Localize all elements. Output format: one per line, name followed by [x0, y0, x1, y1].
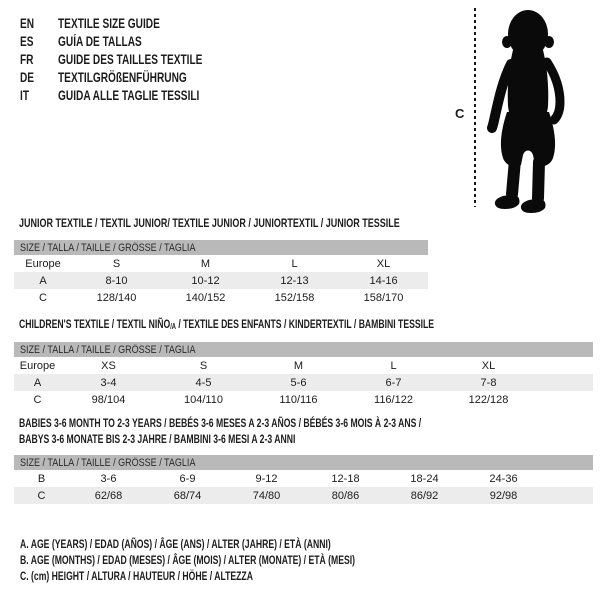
- language-row: [20, 68, 251, 86]
- size-cell: 9-12: [255, 472, 278, 485]
- size-cell: L: [390, 359, 397, 372]
- row-label: C: [39, 291, 47, 304]
- footnote-b: B. AGE (MONTHS) / EDAD (MESES) / ÂGE (MOIS) / ALTER (MONATE) / ETÀ (MESI): [20, 553, 356, 567]
- row-label: C: [33, 393, 42, 406]
- size-cell: 140/152: [185, 291, 226, 304]
- size-cell: 3-6: [100, 472, 117, 485]
- baby-silhouette-icon: [481, 8, 573, 214]
- size-header-label: SIZE / TALLA / TAILLE / GRÖSSE / TAGLIA: [20, 343, 196, 356]
- row-label: A: [14, 374, 61, 391]
- size-cell: 3-4: [61, 374, 156, 391]
- size-cell: 62/68: [69, 487, 148, 504]
- language-row: [20, 32, 251, 50]
- size-cell: 68/74: [148, 487, 227, 504]
- size-cell: 14-16: [339, 272, 428, 289]
- table-row: [14, 255, 428, 272]
- size-header-bar: [14, 342, 593, 357]
- row-label: Europe: [19, 359, 56, 372]
- size-cell: 152/158: [274, 291, 315, 304]
- size-cell: 4-5: [156, 374, 251, 391]
- babies-table-title-line2: BABYS 3-6 MONATE BIS 2-3 JAHRE / BAMBINI 3-6 MESI A 2-3 ANNI: [19, 432, 296, 446]
- size-cell: S: [199, 359, 208, 372]
- children-table-title: CHILDREN'S TEXTILE / TEXTIL NIÑO/A / TEXTILE DES ENFANTS / KINDERTEXTIL / BAMBINI TESSILE: [19, 317, 435, 331]
- language-code: DE: [20, 69, 35, 85]
- table-row: [14, 289, 428, 306]
- filler-cell: [543, 470, 593, 487]
- language-label: GUIDA ALLE TAGLIE TESSILI: [58, 87, 200, 103]
- row-label: C: [14, 487, 69, 504]
- size-cell: 10-12: [161, 272, 250, 289]
- language-code: EN: [20, 15, 35, 31]
- size-header-label: SIZE / TALLA / TAILLE / GRÖSSE / TAGLIA: [20, 241, 196, 254]
- table-row: [14, 357, 593, 374]
- language-code: IT: [20, 87, 29, 103]
- table-row: [14, 272, 428, 289]
- language-code: FR: [20, 51, 34, 67]
- table-row: [14, 374, 593, 391]
- table-row: [14, 470, 593, 487]
- babies-size-table: [14, 455, 593, 504]
- table-row: [14, 487, 593, 504]
- junior-table-title: JUNIOR TEXTILE / TEXTIL JUNIOR/ TEXTILE JUNIOR / JUNIORTEXTIL / JUNIOR TESSILE: [19, 216, 400, 230]
- size-cell: 158/170: [363, 291, 404, 304]
- size-cell: 74/80: [227, 487, 306, 504]
- filler-cell: [536, 357, 593, 374]
- footnote-c: C. (cm) HEIGHT / ALTURA / HAUTEUR / HÖHE / ALTEZZA: [20, 569, 253, 583]
- size-cell: 110/116: [279, 393, 318, 406]
- filler-cell: [536, 391, 593, 408]
- size-cell: 8-10: [72, 272, 161, 289]
- language-list: [20, 14, 251, 104]
- language-code: ES: [20, 33, 34, 49]
- size-header-bar: [14, 240, 428, 255]
- size-cell: 86/92: [385, 487, 464, 504]
- junior-size-table: [14, 240, 428, 306]
- size-header-bar: [14, 455, 593, 470]
- table-row: [14, 391, 593, 408]
- filler-cell: [536, 374, 593, 391]
- size-header-label: SIZE / TALLA / TAILLE / GRÖSSE / TAGLIA: [20, 456, 196, 469]
- size-cell: 128/140: [96, 291, 137, 304]
- size-cell: 104/110: [184, 393, 223, 406]
- size-cell: XL: [481, 359, 496, 372]
- footnote-a: A. AGE (YEARS) / EDAD (AÑOS) / ÂGE (ANS) / ALTER (JAHRE) / ETÀ (ANNI): [20, 537, 331, 551]
- size-cell: 7-8: [441, 374, 536, 391]
- size-cell: L: [291, 257, 298, 270]
- size-cell: 80/86: [306, 487, 385, 504]
- size-cell: 6-9: [179, 472, 196, 485]
- language-label: GUÍA DE TALLAS: [58, 33, 142, 49]
- row-label: A: [14, 272, 72, 289]
- language-row: [20, 50, 251, 68]
- language-label: TEXTILGRÖßENFÜHRUNG: [58, 69, 187, 85]
- children-size-table: [14, 342, 593, 408]
- title-subscript: /A: [170, 322, 176, 331]
- language-label: TEXTILE SIZE GUIDE: [58, 15, 160, 31]
- size-cell: 5-6: [251, 374, 346, 391]
- size-cell: 116/122: [374, 393, 413, 406]
- size-cell: 12-18: [331, 472, 360, 485]
- height-dashed-line: [474, 8, 476, 207]
- size-cell: 98/104: [91, 393, 126, 406]
- language-label: GUIDE DES TAILLES TEXTILE: [58, 51, 203, 67]
- row-label: Europe: [25, 257, 61, 270]
- size-cell: M: [200, 257, 211, 270]
- height-label-c: C: [455, 106, 465, 121]
- size-cell: 6-7: [346, 374, 441, 391]
- row-label: B: [37, 472, 46, 485]
- filler-cell: [543, 487, 593, 504]
- size-cell: 18-24: [410, 472, 439, 485]
- language-row: [20, 86, 251, 104]
- size-cell: XS: [101, 359, 116, 372]
- size-cell: 12-13: [250, 272, 339, 289]
- size-cell: XL: [376, 257, 391, 270]
- language-row: [20, 14, 251, 32]
- size-cell: 24-36: [489, 472, 518, 485]
- size-cell: 122/128: [468, 393, 509, 406]
- size-cell: S: [112, 257, 121, 270]
- size-cell: 92/98: [464, 487, 543, 504]
- babies-table-title-line1: BABIES 3-6 MONTH TO 2-3 YEARS / BEBÉS 3-6 MESES A 2-3 AÑOS / BÉBÉS 3-6 MOIS À 2-3 ANS /: [19, 416, 422, 430]
- size-cell: M: [293, 359, 304, 372]
